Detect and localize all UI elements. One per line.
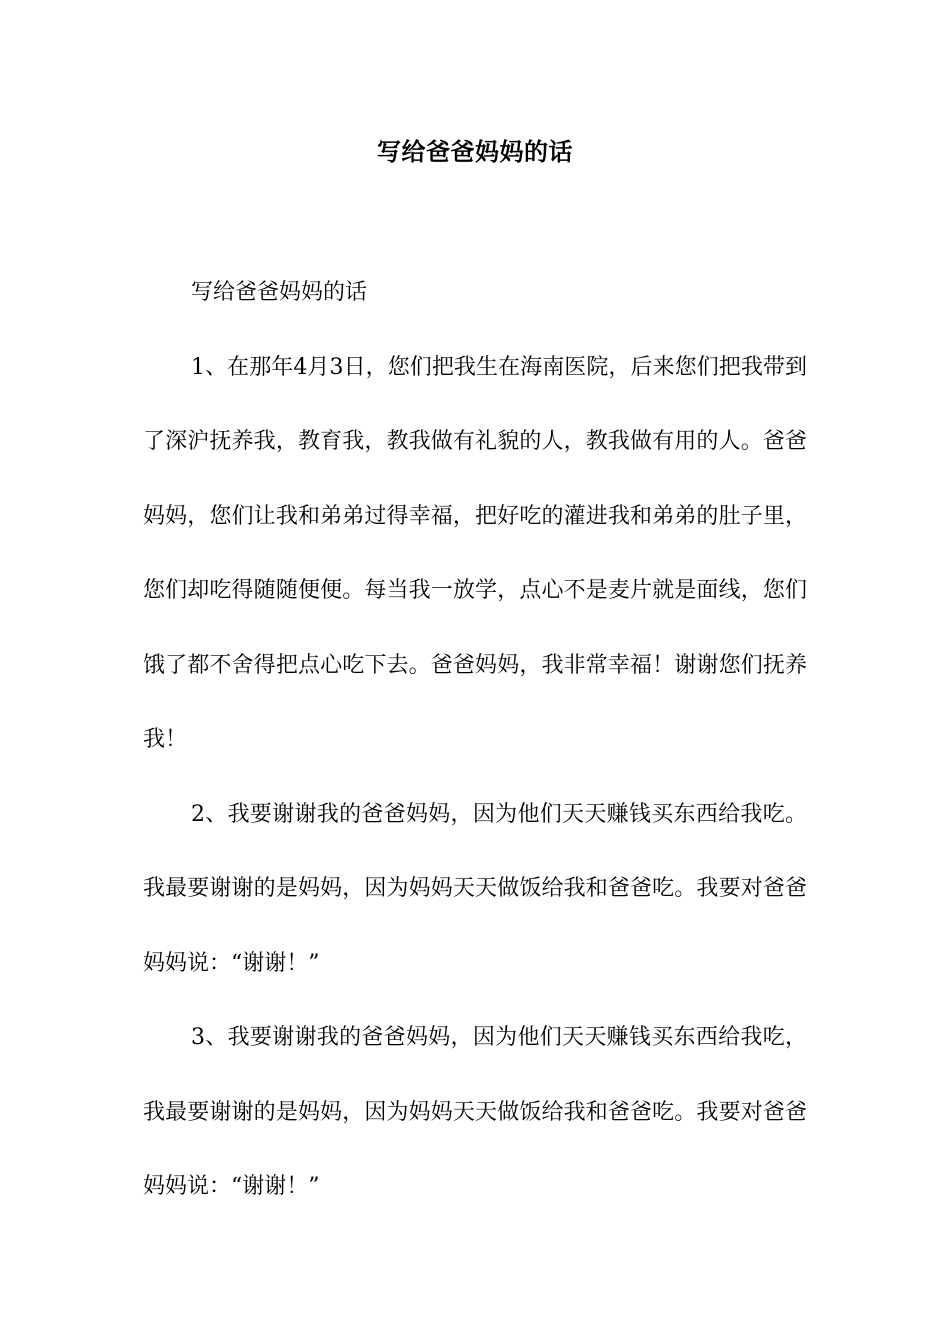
document-title: 写给爸爸妈妈的话 [377,137,573,166]
paragraph-3: 3、我要谢谢我的爸爸妈妈，因为他们天天赚钱买东西给我吃，我最要谢谢的是妈妈，因为妈妈天天做饭给我和爸爸吃。我要对爸爸妈妈说：“谢谢！” [143,1025,807,1199]
paragraph-heading: 写给爸爸妈妈的话 [191,280,368,305]
document-body [143,256,807,1225]
paragraph-2: 2、我要谢谢我的爸爸妈妈，因为他们天天赚钱买东西给我吃。我最要谢谢的是妈妈，因为妈妈天天做饭给我和爸爸吃。我要对爸爸妈妈说：“谢谢！” [143,801,807,976]
paragraph-1: 1、在那年4月3日，您们把我生在海南医院，后来您们把我带到了深沪抚养我，教育我，教我做有礼貌的人，教我做有用的人。爸爸妈妈，您们让我和弟弟过得幸福，把好吃的灌进我和弟弟的肚子里，您们却吃得随随便便。每当我一放学，点心不是麦片就是面线，您们饿了都不舍得把点心吃下去。爸爸妈妈，我非常幸福！谢谢您们抚养我！ [143,354,807,752]
